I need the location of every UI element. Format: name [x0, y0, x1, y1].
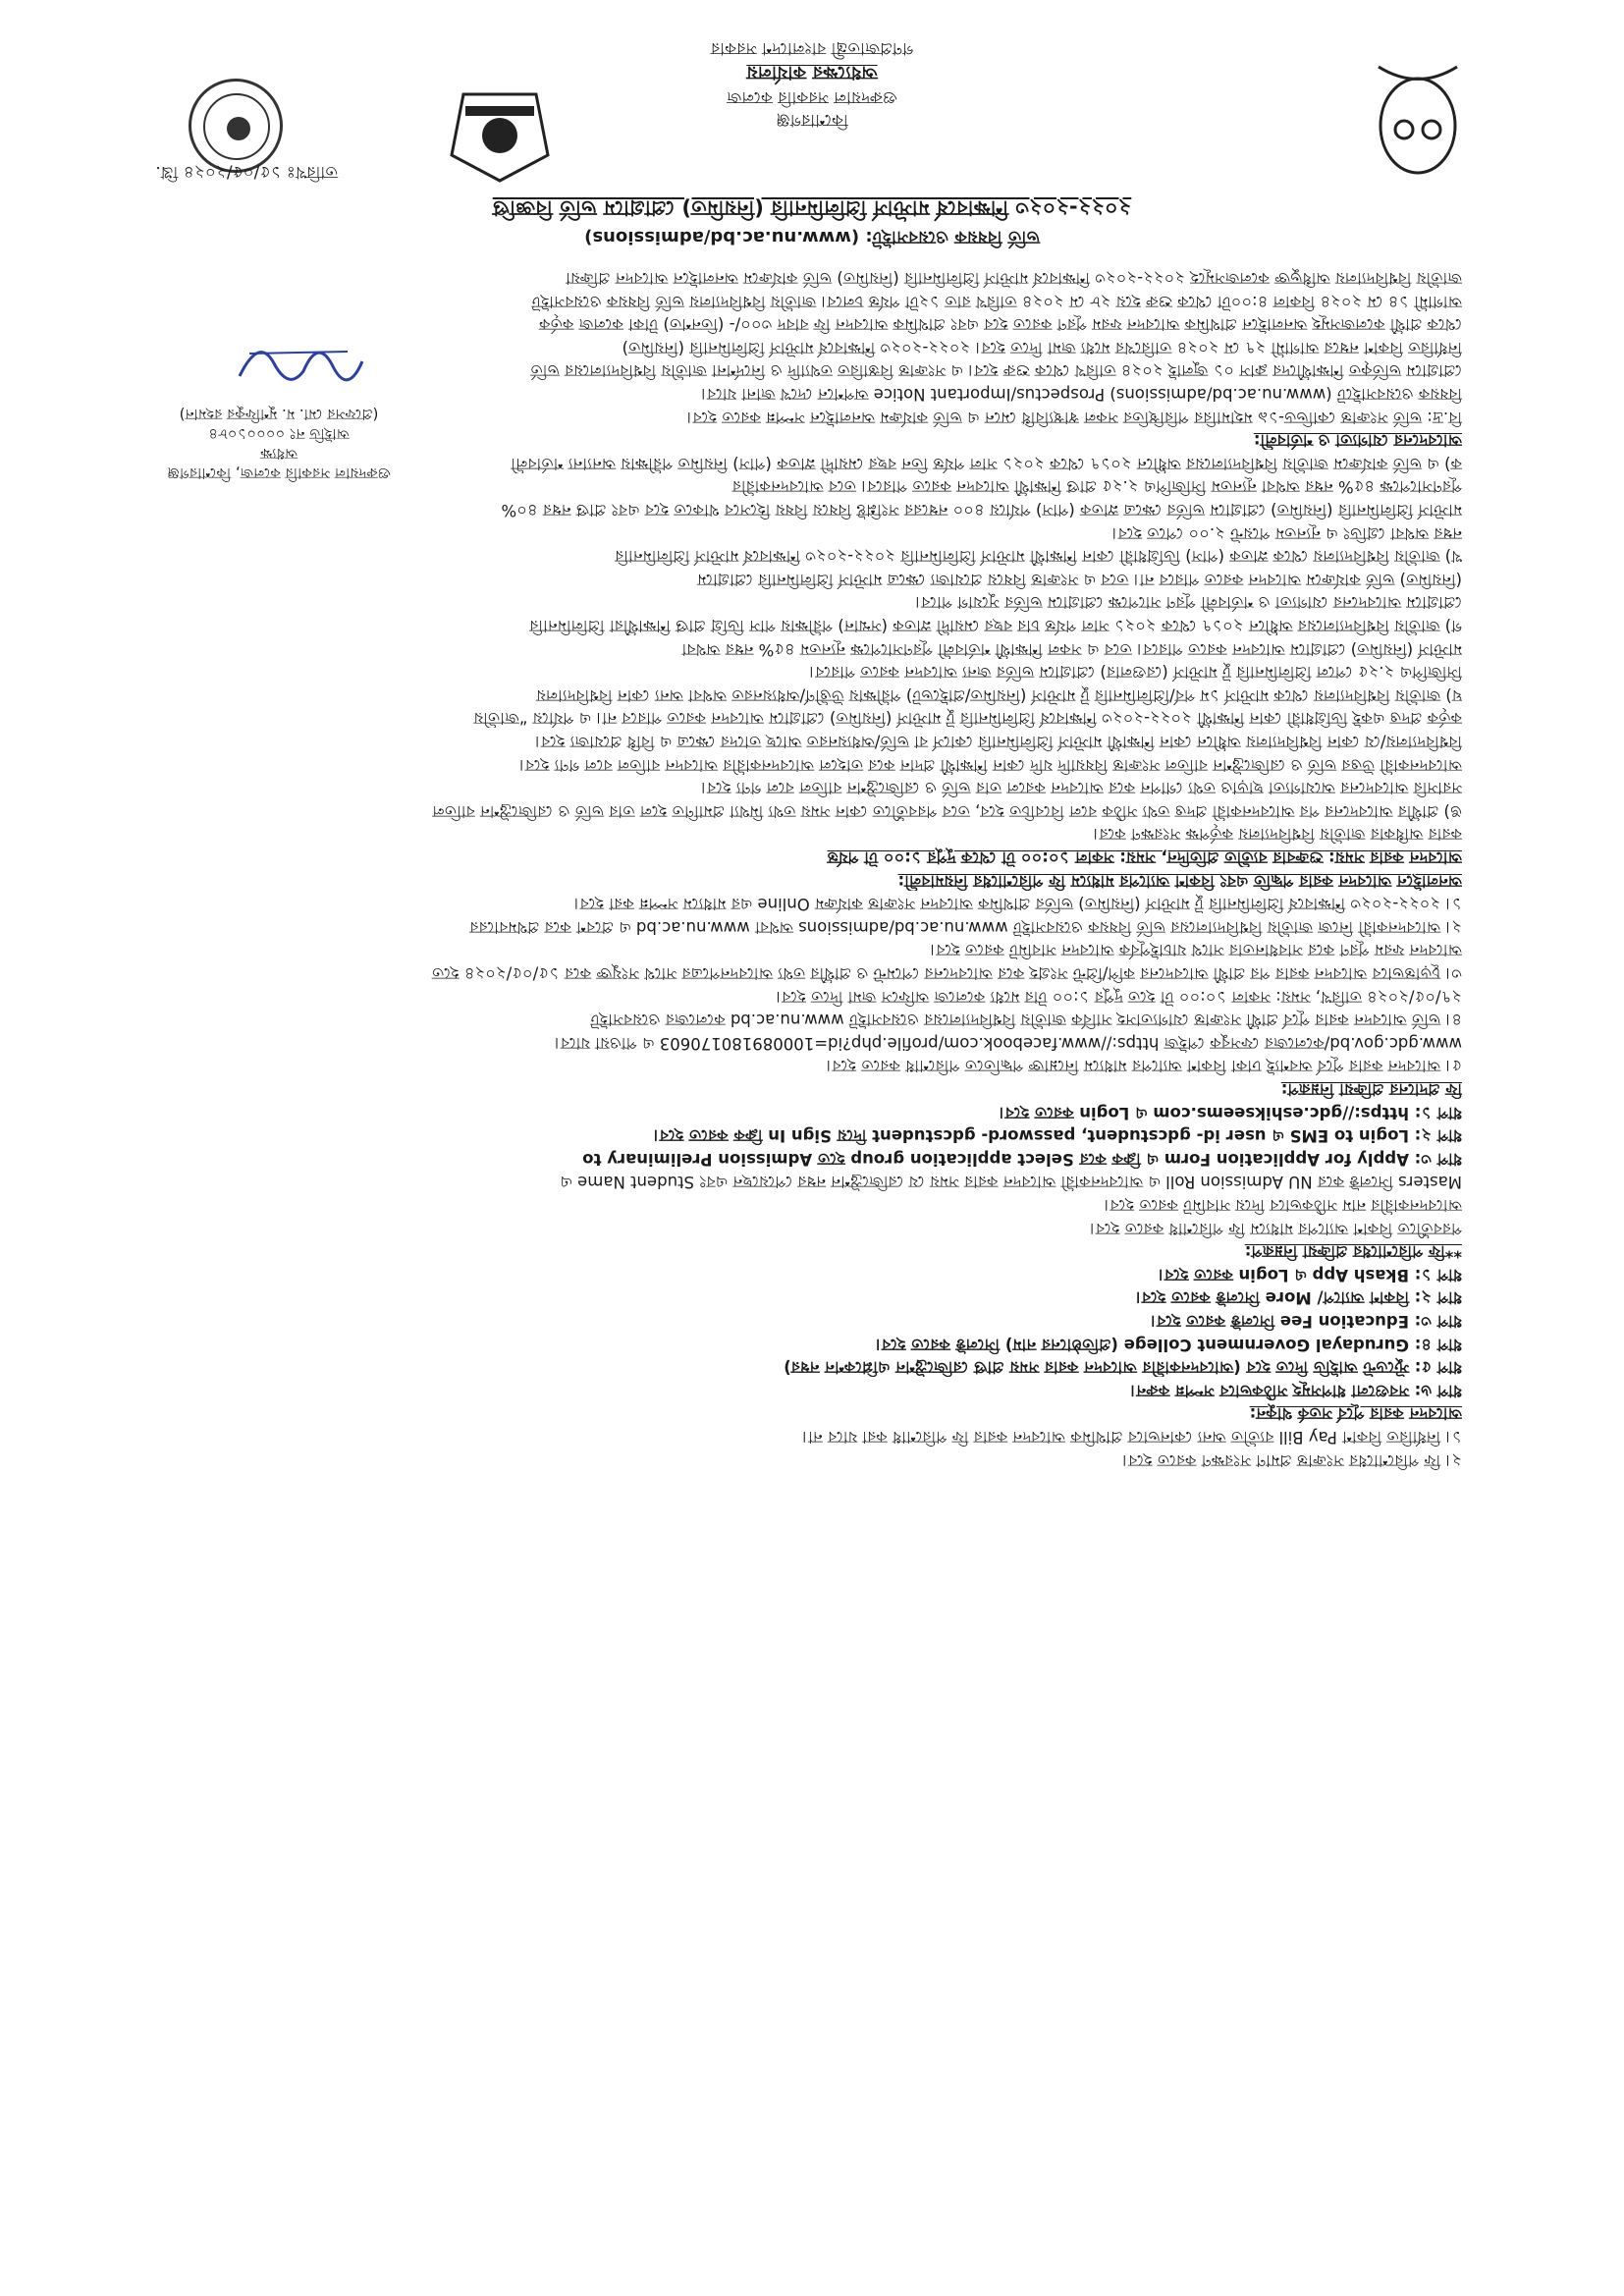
body-line: জাতীয় বিশ্ববিদ্যালয় অধিভুক্ত কলেজসমূহে ২০২২-২০২৩ শিক্ষাবর্ষে মাস্টার্স প্রিলিমিনারি (নিয়মিত) ভর্তি কার্যক্রমে অনলাইনে আবেদন প্রক্রিয়া — [566, 269, 1462, 288]
body-line: পরবর্তীতে বিকাশ অ্যাপের মাধ্যমে ফি পরিশোধ করতে হবে। — [1089, 1219, 1462, 1238]
body-line: পূরণসাপেক্ষে ৪৫% নম্বর অথবা ন্যূনতম সিজিপিএ ২.২৫ প্রাপ্ত শিক্ষার্থী আবেদন করতে পারবে। তবে আবেদনকারীর — [731, 477, 1462, 497]
handwritten-signature — [230, 342, 367, 401]
body-line: ধাপ ১: https://gdc.eshikseems.com এ Login করতে হবে। — [999, 1103, 1462, 1122]
body-line: গ) জাতীয় বিশ্ববিদ্যালয়ের অধীনে ২০১৭ থেকে ২০২১ সাল পর্যন্ত চার বছর মেয়াদী স্নাতক (সম্মান) পরীক্ষায় পাস ডিগ্রি প্রাপ্ত শিক্ষার্থীরা প্রিলিমিনারি — [529, 617, 1462, 635]
college-name: গুরুদয়াল সরকারি কলেজ — [727, 87, 897, 107]
body-line: অনলাইনে আবেদন করার পদ্ধতি এবং বিকাশ অ্যাপের মাধ্যমে ফি পরিশোধের নিয়মাবলী: — [897, 871, 1462, 891]
notice-subtitle: ভর্তি বিষয়ক ওয়েবসাইট: (www.nu.ac.bd/admissions) — [584, 227, 1040, 247]
body-line: নম্বর অথবা গ্রেডিং এ ন্যূনতম পয়েন্ট ২.০০ পেতে হবে। — [1111, 523, 1462, 543]
body-line: আবেদনের যোগ্যতা ও শর্তাবলী: — [1253, 431, 1462, 451]
body-line: ১। ২০২২-২০২৩ শিক্ষাবর্ষে প্রিলিমিনারি টু মাস্টার্স (নিয়মিত) ভর্তির প্রাথমিক আবেদন সংক্রান্ত কার্যক্রম Online এর মাধ্যমে সম্পন্ন করা হবে। — [573, 895, 1462, 914]
body-line: ২৭/০৫/২০২৪ তারিখ, সময়: সকাল ১০:০০ টা হতে দুপুর ১:০০ টার মধ্যে কলেজে অফিসে জমা দিতে হবে। — [776, 987, 1462, 1007]
body-line: করার অধিকার জাতীয় বিশ্ববিদ্যালয় কর্তৃপক্ষ সংরক্ষণ করে। — [1093, 825, 1462, 845]
city-name: কিশোরগঞ্জ — [776, 110, 848, 130]
body-line: Masters সিলেক্ট করে NU Admission Roll এ আবেদনকারী আবেদন করার সময় যে রেজিস্ট্রেশন নম্বর পেয়েছেন এবং Student Name এ — [560, 1173, 1462, 1192]
signatory-college: গুরুদয়াল সরকারি কলেজ, কিশোরগঞ্জ — [167, 465, 391, 482]
body-line: কর্তৃক প্রদত্ত একই ডিগ্রিধারী কোন শিক্ষার্থী ২০২২-২০২৩ শিক্ষাবর্ষে প্রিলিমিনারি টু মাস্টার্স (নিয়মিত) প্রোগ্রামে আবেদন করতে পারবে না। এ পর্যায়ে “জাতীয় — [473, 709, 1462, 729]
body-line: ৩। চূড়ান্তভাবে আবেদন করার পর প্রার্থী আবেদনের কপি/প্রিন্ট সংগ্রহ করে আবেদনের পেমেন্ট ও প্রার্থীর তথ্য আবেদনপত্রের সাথে সংযুক্ত করে ১৫/০৫/২০২৪ হতে — [431, 964, 1462, 983]
body-line: ধাপ ৪: Gurudayal Government College (প্রতিষ্ঠানের নাম) সিলেক্ট করতে হবে। — [876, 1335, 1462, 1354]
body-line: নির্ধারিত বিকাশ নম্বরে আগামী ২৭ মে ২০২৪ তারিখের মধ্যে জমা দিতে হবে। ২০২২-২০২৩ শিক্ষাবর্ষে মাস্টার্স প্রিলিমিনারি (নিয়মিত) — [622, 338, 1462, 357]
body-line: **ফি পরিশোধের প্রক্রিয়া নিম্নরূপ: — [1244, 1242, 1462, 1262]
body-line: ক) এ ভর্তি কার্যক্রমে জাতীয় বিশ্ববিদ্যালয়ের অধীনে ২০১৭ থেকে ২০২১ সাল পর্যন্ত তিন বছর মেয়াদী স্নাতক (পাস) নিয়মিত পরীক্ষায় অন্যান্য শর্তাবলী — [511, 454, 1462, 473]
body-line: বি.দ্র: ভর্তি সংক্রান্ত কোভিড-১৯ মহামারির পরিস্থিতির সকল স্বাস্থ্যবিধি মেনে এ ভর্তি কার্যক্রম অনলাইনে সম্পন্ন করতে হবে। — [686, 408, 1462, 427]
body-line: www.gdc.gov.bd/কলেজের ফেসবুক পেইজ https://www.facebook.com/profile.php?id=100089180170603 এ পাওয়া যাবে। — [554, 1033, 1462, 1053]
body-line: ধাপ ১: Bkash App এ Login করতে হবে। — [1158, 1265, 1462, 1285]
gov-line: গণপ্রজাতন্ত্রী বাংলাদেশ সরকার — [710, 38, 914, 58]
body-line: আবেদন করার পূর্বে সতর্ক থাকুন: — [1249, 1404, 1462, 1424]
body-line: প্রোগ্রামে আবেদনের যোগ্যতা ও শর্তাবলী পূরণ সাপেক্ষে প্রোগ্রামে ভর্তির সুযোগ পাবে। — [915, 593, 1462, 613]
signatory-id: আইডি নং ০০০০১০৮৪ — [208, 425, 350, 443]
body-line: আবেদনকারীর নাম সঠিকভাবে দিয়ে সাবমিট করতে হবে। — [1104, 1196, 1462, 1215]
body-line: আগামী ১৪ মে ২০২৪ বিকাল ৪:০০টা থেকে শুরু হয়ে ২৮ মে ২০২৪ তারিখ রাত ১২টা পর্যন্ত চলবে। জাতীয় বিশ্ববিদ্যালয় ভর্তি বিষয়ক ওয়েবসাইট — [531, 292, 1462, 311]
notice-title: ২০২২-২০২৩ শিক্ষাবর্ষে মাস্টার্স প্রিলিমিনারি (নিয়মিত) প্রোগ্রামে ভর্তি বিজ্ঞপ্তি — [492, 196, 1132, 220]
body-line: ২। ফি পরিশোধের সংক্রান্ত প্রমাণ সংরক্ষণ করতে হবে। — [1122, 1450, 1462, 1470]
office-title: অধ্যক্ষের কার্যালয় — [746, 62, 878, 83]
body-line: ঘ) জাতীয় বিশ্ববিদ্যালয় থেকে মাস্টার্স ১ম পর্ব/প্রিলিমিনারি টু মাস্টার্স (নিয়মিত/প্রাইভেট) পরীক্ষায় উত্তীর্ণ/অধ্যয়নরত অথবা অন্য কোন বিশ্ববিদ্যালয় — [535, 685, 1462, 705]
body-line: সিজিপিএ ২.২৫ পেলে প্রিলিমিনারি টু মাস্টার্স (রেগুলার) প্রোগ্রামে ভর্তির জন্য আবেদন করতে পারবে। — [809, 663, 1462, 683]
body-line: বিশ্ববিদ্যালয়/যে কোন বিশ্ববিদ্যালয় অধীনে কোন শিক্ষার্থী মাস্টার্স প্রিলিমিনারি কোর্সে বা ভর্তি/অধ্যয়নরত আছে তাদের ক্ষেত্রে এ বিধি প্রযোজ্য হবে। — [534, 733, 1462, 751]
notice-date: তারিখঃ ১৫/০৫/২০২৪ খ্রি. — [155, 162, 338, 182]
body-line: মাস্টার্স প্রিলিমিনারি (নিয়মিত) প্রোগ্রামে ভর্তির ক্ষেত্রে স্নাতক (পাস) পর্যায়ে ৪০০ নম্বরের সংশ্লিষ্ট বিষয়ে বিষয় হিসেবে থাকতে হবে এবং প্রাপ্ত নম্বর ৪০% — [501, 501, 1462, 519]
body-line: ২। আবেদনকারী নিজে জাতীয় বিশ্ববিদ্যালয়ের ভর্তি বিষয়ক ওয়েবসাইট www.nu.ac.bd/admissions অথবা www.nu.ac.bd এ প্রবেশ করে প্রথমবারের — [469, 917, 1462, 937]
body-line: ঙ) প্রার্থীর আবেদনের পর আবেদনকারী প্রদত্ত তথ্য সঠিক বলে বিবেচিত হবে, তবে পরবর্তীতে কোন সময় তথ্য মিথ্যা প্রমাণিত হলে তার ভর্তি ও রেজিস্ট্রেশন বাতিল — [432, 801, 1462, 821]
body-line: খ) জাতীয় বিশ্ববিদ্যালয় থেকে স্নাতক (পাস) ডিগ্রিধারী কোন শিক্ষার্থী মাস্টার্স প্রিলিমিনারি ২০২২-২০২৩ শিক্ষাবর্ষে মাস্টার্স প্রিলিমিনারি — [615, 547, 1462, 567]
body-line: বিষয়ক ওয়েবসাইটে (www.nu.ac.bd/admissions) Prospectus/Important Notice অপশনে দেখে জানা যাবে। — [701, 385, 1462, 404]
body-line: ৫। আবেদন করার পূর্বে অবশ্যই ঢাকা বিকাশ অ্যাপের মাধ্যমে নিম্নোক্ত পদ্ধতিতে পরিশোধ করতে হবে। — [826, 1057, 1462, 1076]
body-line: থেকে প্রার্থী কলেজসমূহ অনলাইনে প্রাথমিক আবেদন ফরম পূরণ করতে হবে এবং প্রাথমিক আবেদন ফি বাবদ ৩০০/- (তিনশত) টাকা কলেজ কর্তৃক — [538, 315, 1462, 335]
body-line: ধাপ ২: বিকাশ অ্যাপে/ More সিলেক্ট করতে হবে। — [1135, 1288, 1462, 1308]
body-line: আবেদনকারী উত্তর ভর্তি ও রেজিস্ট্রেশন বাতিল সংক্রান্ত বিষয়াদি যদি কোন শিক্ষার্থী প্রদান করে তাহলে আবেদনকারীর আবেদন বাতিল বলে গণ্য হবে। — [518, 755, 1462, 775]
body-line: (নিয়মিত) ভর্তি কার্যক্রমে আবেদন করতে পারবে না। তবে এ সংক্রান্ত বিষয়ে প্রযোজ্য ক্ষেত্রে মাস্টার্স প্রিলিমিনারি প্রোগ্রামে — [697, 570, 1462, 589]
body-line: ধাপ ৫: স্টুডেন্ট আইডি দিতে হবে (আবেদনকারীর আবেদন করার সময় প্রাপ্ত রেজিস্ট্রেশন এপ্লিকেশন নম্বর) — [784, 1358, 1462, 1378]
body-line: সরাসরি আবেদনের অযোগ্যতা ছাড়াও তথ্য গোপন করে আবেদন করলে তার ভর্তি ও রেজিস্ট্রেশন বাতিল বলে গণ্য হবে। — [701, 779, 1462, 798]
signatory-name: (প্রফেসর মো. ম. মুশফিকুর রহমান) — [179, 406, 379, 423]
body-line: মাস্টার্স (নিয়মিত) প্রোগ্রামে আবেদন করতে পারবে। তবে এ সকল শিক্ষার্থী শর্তাবলী পূরণসাপেক্ষে ন্যূনতম ৪৫% নম্বর অথবা — [681, 639, 1462, 659]
body-line: আবেদন ফরম পূরণ করে সাবধানতার সাথে যাচাইপূর্বক আবেদন সাবমিট করতে হবে। — [930, 941, 1462, 960]
body-line: ধাপ ৬: সবগুলো ধাপসমূহ সঠিকভাবে সম্পন্ন করুন। — [1130, 1381, 1462, 1400]
signatory-title: অধ্যক্ষ — [260, 445, 298, 463]
body-line: প্রোগ্রামে ভর্তিকৃত শিক্ষার্থীদের ক্লাস ০১ জুলাই ২০২৪ তারিখ থেকে শুরু হবে। এ সংক্রান্ত বিস্তারিত তথ্যাদি ও নির্দেশনা জাতীয় বিশ্ববিদ্যালয়ের ভর্তি — [530, 361, 1462, 381]
body-line: ধাপ ৩: Apply for Application Form এ ক্লিক করে Select application group হতে Admission Preliminary to — [582, 1149, 1462, 1169]
body-line: ধাপ ২: Login to EMS এ user id- gdcstudent, password- gdcstudent দিয়ে Sign In ক্লিক করতে হবে। — [653, 1126, 1462, 1146]
body-line: ধাপ ৩: Education Fee সিলেক্ট করতে হবে। — [1151, 1312, 1462, 1331]
body-line: আবেদন করার সময়: শুক্রবার ব্যতীত প্রতিদিন, সময়: সকাল ১০:০০ টা থেকে দুপুর ১:০০ টা পর্যন্ত — [827, 848, 1462, 867]
body-line: ১। নির্ধারিত বিকাশ Pay Bill ব্যতীত অন্য কোনভাবে প্রাথমিক আবেদন করার ফি পরিশোধ করা যাবে না। — [802, 1428, 1462, 1447]
body-line: ফি প্রদানের প্রক্রিয়া নিম্নরূপ: — [1280, 1080, 1462, 1099]
body-line: ৪। ভর্তি আবেদন করার পূর্বে প্রার্থী সংক্রান্ত যোগ্যতাসহ সার্বিক জাতীয় বিশ্ববিদ্যালয়ের ওয়েবসাইট www.nu.ac.bd কলেজের ওয়েবসাইট — [590, 1011, 1462, 1030]
